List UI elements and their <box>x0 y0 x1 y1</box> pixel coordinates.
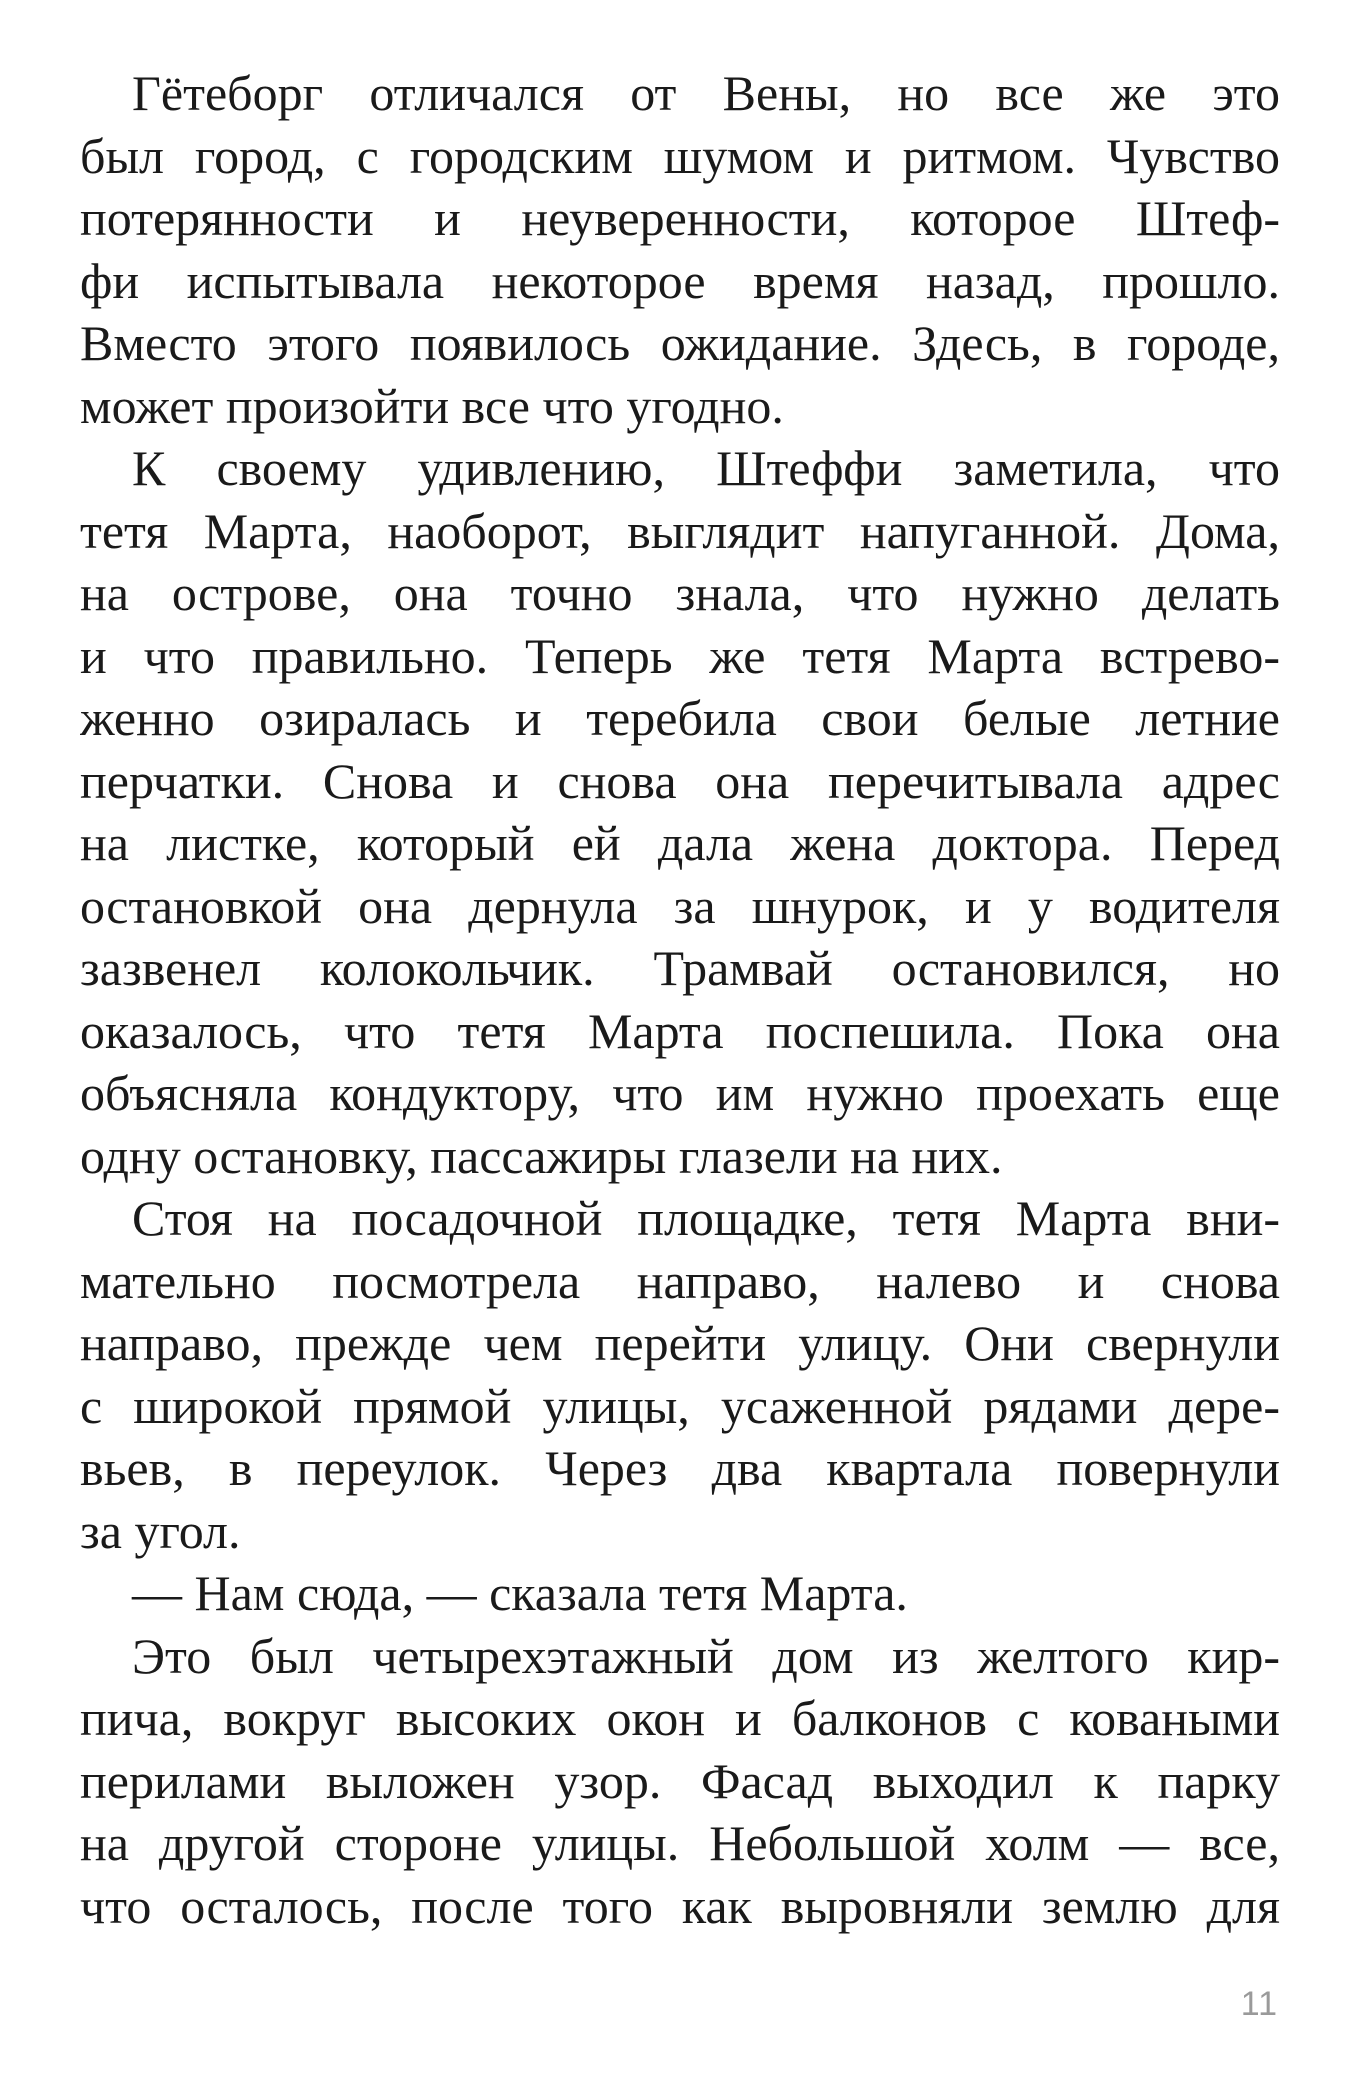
text-line: мательно посмотрела направо, налево и снова <box>80 1252 1280 1309</box>
text-line: К своему удивлению, Штеффи заметила, что <box>132 440 1280 496</box>
text-line: перилами выложен узор. Фасад выходил к парку <box>80 1752 1280 1809</box>
text-line: и что правильно. Теперь же тетя Марта встрево- <box>80 627 1280 684</box>
text-line: был город, с городским шумом и ритмом. Чувство <box>80 127 1280 184</box>
text-line: на листке, который ей дала жена доктора. Перед <box>80 815 1280 871</box>
text-line: направо, прежде чем перейти улицу. Они свернули <box>80 1315 1280 1371</box>
page-number: 11 <box>1240 1985 1278 2023</box>
dialogue-line: — Нам сюда, — сказала тетя Марта. <box>132 1565 908 1621</box>
text-line: женно озиралась и теребила свои белые летние <box>80 690 1280 746</box>
body-text <box>80 62 1280 1937</box>
text-line: Стоя на посадочной площадке, тетя Марта вни- <box>132 1190 1280 1246</box>
text-line: потерянности и неуверенности, которое Штеф- <box>80 190 1280 246</box>
text-line: может произойти все что угодно. <box>80 377 784 434</box>
text-line: за угол. <box>80 1502 241 1559</box>
text-line: вьев, в переулок. Через два квартала повернули <box>80 1440 1280 1496</box>
text-line: Вместо этого появилось ожидание. Здесь, в городе, <box>80 315 1280 371</box>
text-line: объясняла кондуктору, что им нужно проехать еще <box>80 1065 1280 1121</box>
text-line: Гётеборг отличался от Вены, но все же это <box>132 65 1280 121</box>
text-line: тетя Марта, наоборот, выглядит напуганной. Дома, <box>80 502 1280 559</box>
text-line: что осталось, после того как выровняли землю для <box>80 1877 1280 1934</box>
text-line: Это был четырехэтажный дом из желтого кир- <box>132 1627 1280 1684</box>
text-line: зазвенел колокольчик. Трамвай остановился, но <box>80 940 1280 996</box>
text-line: на другой стороне улицы. Небольшой холм — все, <box>80 1815 1280 1871</box>
text-line: фи испытывала некоторое время назад, прошло. <box>80 252 1280 309</box>
text-line: с широкой прямой улицы, усаженной рядами дере- <box>80 1377 1280 1434</box>
text-line: пича, вокруг высоких окон и балконов с коваными <box>80 1690 1280 1746</box>
text-line: на острове, она точно знала, что нужно делать <box>80 565 1280 621</box>
text-line: оказалось, что тетя Марта поспешила. Пока она <box>80 1002 1280 1059</box>
text-line: перчатки. Снова и снова она перечитывала адрес <box>80 752 1280 809</box>
text-line: остановкой она дернула за шнурок, и у водителя <box>80 877 1280 934</box>
text-line: одну остановку, пассажиры глазели на них. <box>80 1127 1003 1184</box>
